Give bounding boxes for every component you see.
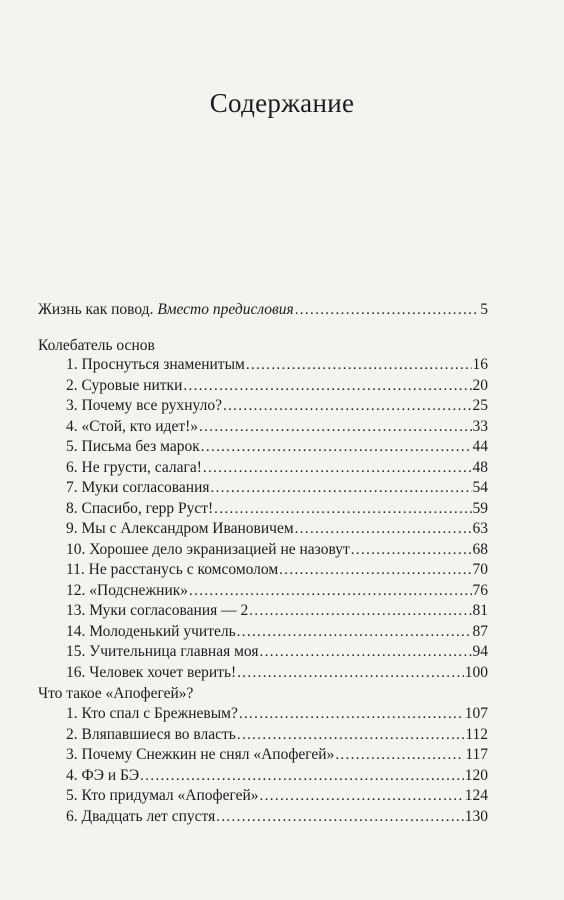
dot-leader	[249, 601, 471, 621]
page-number: 54	[472, 479, 488, 496]
toc-entry-text: 7. Муки согласования	[66, 479, 210, 496]
page-number: 63	[472, 520, 488, 537]
toc-entry-text: 13. Муки согласования — 2	[66, 602, 249, 619]
toc-entry	[66, 499, 488, 519]
toc-entry-text: 5. Письма без марок	[66, 438, 200, 455]
dot-leader	[201, 437, 472, 457]
toc-entry-text: 6. Не грусти, салага!	[66, 458, 202, 476]
toc-entry-text: 2. Вляпавшиеся во власть	[66, 725, 236, 743]
toc-entry-text: 10. Хорошее дело экранизацией не назовут	[66, 540, 350, 558]
section-title: Колебатель основ	[38, 337, 155, 354]
dot-leader	[295, 300, 480, 320]
page-number: 48	[472, 458, 488, 476]
toc-entry-text: 8. Спасибо, герр Руст!	[66, 499, 214, 517]
dot-leader	[295, 519, 472, 539]
toc-entry	[66, 355, 488, 375]
page-number: 68	[472, 540, 488, 558]
toc-entry	[66, 519, 488, 539]
toc-entry-text: 9. Мы с Александром Ивановичем	[66, 520, 294, 537]
dot-leader	[203, 458, 472, 478]
toc-entry-text: 14. Молоденький учитель	[66, 622, 236, 640]
dot-leader	[216, 807, 464, 827]
toc-entry	[66, 622, 488, 642]
dot-leader	[279, 560, 471, 580]
page-number: 25	[472, 397, 488, 414]
toc-entry	[66, 437, 488, 457]
toc-entry	[66, 601, 488, 621]
toc-entry	[66, 642, 488, 662]
dot-leader	[335, 745, 464, 765]
toc-entry	[66, 745, 488, 765]
toc-entry	[66, 376, 488, 396]
toc-entry-text	[38, 300, 294, 320]
toc-entry	[66, 396, 488, 416]
dot-leader	[237, 663, 464, 683]
intro-text: Жизнь как повод.	[38, 301, 154, 318]
page-number: 5	[480, 301, 488, 318]
dot-leader	[214, 499, 471, 519]
dot-leader	[260, 786, 464, 806]
toc-entry-text: 15. Учительница главная моя	[66, 643, 259, 660]
toc-entry	[66, 458, 488, 478]
intro-italic: Вместо предисловия	[157, 301, 294, 318]
page-title: Содержание	[209, 88, 355, 118]
section-title: Что такое «Апофегей»?	[38, 685, 194, 702]
page-number: 120	[464, 766, 488, 784]
toc-entry	[66, 725, 488, 745]
dot-leader	[239, 704, 464, 724]
toc-entry	[66, 704, 488, 724]
dot-leader	[140, 766, 464, 786]
page-number: 87	[472, 622, 488, 640]
toc-entry-text: 12. «Подснежник»	[66, 581, 189, 599]
dot-leader	[189, 581, 471, 601]
page-number: 16	[472, 356, 488, 373]
toc-entry	[66, 663, 488, 683]
dot-leader	[211, 478, 472, 498]
toc-entry-text: 1. Кто спал с Брежневым?	[66, 705, 238, 722]
toc-entry-text: 4. ФЭ и БЭ	[66, 766, 140, 784]
toc-entry-text: 1. Проснуться знаменитым	[66, 356, 245, 373]
toc-entry	[66, 786, 488, 806]
toc-entry	[66, 581, 488, 601]
toc-entry-text: 3. Почему Снежкин не снял «Апофегей»	[66, 746, 335, 763]
dot-leader	[260, 642, 472, 662]
toc-entry-intro	[38, 300, 488, 320]
dot-leader	[223, 396, 472, 416]
dot-leader	[237, 622, 472, 642]
page-number: 100	[464, 663, 488, 681]
dot-leader	[199, 417, 471, 437]
page-number: 59	[472, 499, 488, 517]
toc-entry	[66, 807, 488, 827]
page-number: 112	[465, 725, 488, 743]
dot-leader	[237, 725, 464, 745]
toc-entry-text: 5. Кто придумал «Апофегей»	[66, 787, 259, 804]
dot-leader	[351, 540, 472, 560]
page-number: 44	[472, 438, 488, 455]
page-number: 81	[472, 602, 488, 619]
toc-entry	[66, 417, 488, 437]
page-number: 107	[464, 705, 488, 722]
page-number: 94	[472, 643, 488, 660]
toc-entry	[66, 540, 488, 560]
toc-entry	[66, 478, 488, 498]
dot-leader	[246, 355, 472, 375]
page-number: 76	[472, 581, 488, 599]
page-number: 117	[465, 746, 488, 763]
dot-leader	[183, 376, 471, 396]
toc-entry-text: 3. Почему все рухнуло?	[66, 397, 222, 414]
toc-entry-text: 6. Двадцать лет спустя	[66, 807, 216, 825]
page-number: 20	[472, 376, 488, 394]
toc-entry-text: 11. Не расстанусь с комсомолом	[66, 561, 279, 578]
page-number: 33	[472, 417, 488, 435]
page-number: 124	[464, 787, 488, 804]
toc-entry-text: 16. Человек хочет верить!	[66, 663, 237, 681]
toc-entry	[66, 766, 488, 786]
page-number: 130	[464, 807, 488, 825]
toc-entry-text: 2. Суровые нитки	[66, 376, 183, 394]
toc-entry-text: 4. «Стой, кто идет!»	[66, 417, 199, 435]
toc-entry	[66, 560, 488, 580]
page-number: 70	[472, 561, 488, 578]
